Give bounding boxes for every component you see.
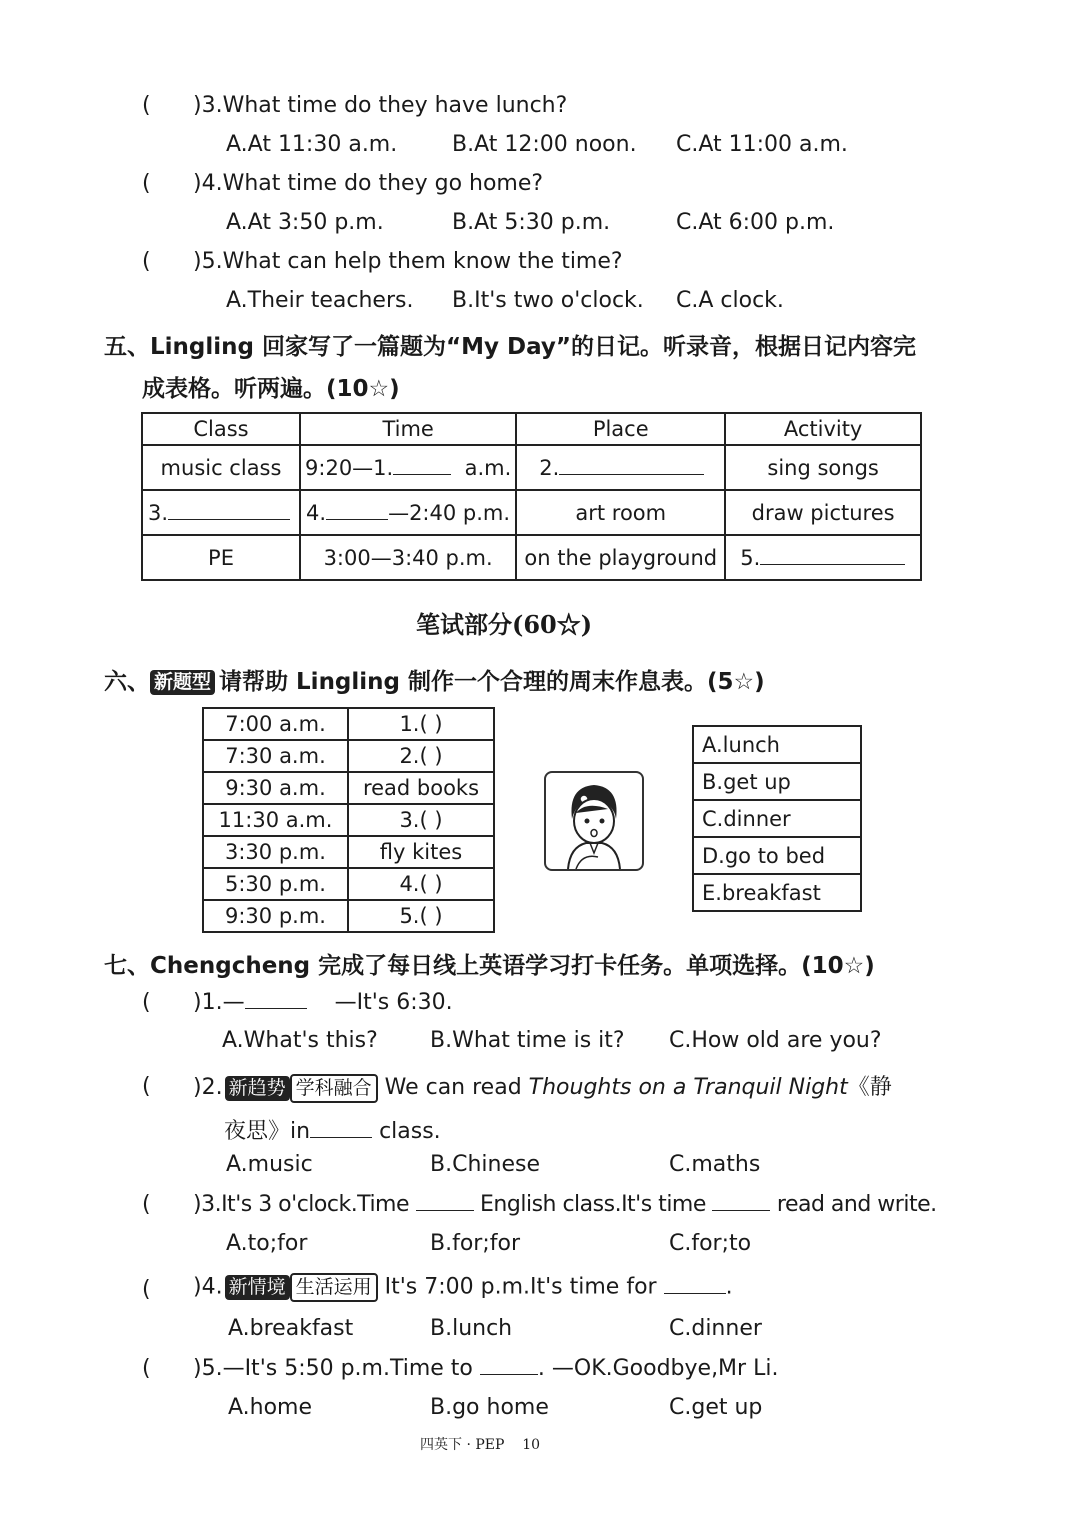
row1-activity: sing songs xyxy=(725,445,921,490)
q7-4-paren: ( xyxy=(142,1277,151,1302)
q4-5-option-a: A.Their teachers. xyxy=(226,288,414,313)
q7-3-option-b: B.for;for xyxy=(430,1231,520,1256)
q7-4-option-b: B.lunch xyxy=(430,1316,513,1341)
q4-4-option-a: A.At 3:50 p.m. xyxy=(226,210,384,235)
q4-3-paren: ( xyxy=(142,93,151,118)
q7-5-stem xyxy=(193,1356,778,1381)
q7-3-blank-2[interactable] xyxy=(712,1210,770,1211)
row3-activity xyxy=(725,535,921,580)
q4-4-option-c: C.At 6:00 p.m. xyxy=(676,210,835,235)
option-item: C.dinner xyxy=(693,800,861,837)
option-item: A.lunch xyxy=(693,726,861,763)
part6-heading xyxy=(104,663,765,696)
q7-2-line2-a: 夜思》in xyxy=(224,1119,311,1144)
q7-1-option-a: A.What's this? xyxy=(222,1028,378,1053)
q7-4-number: )4. xyxy=(193,1274,223,1300)
q7-3-stem xyxy=(193,1192,937,1217)
q7-3-blank-1[interactable] xyxy=(416,1210,474,1211)
part5-heading-line1: 五、Lingling 回家写了一篇题为“My Day”的日记。听录音，根据日记内容完 xyxy=(104,334,917,360)
schedule-item: read books xyxy=(348,772,494,804)
row3-time: 3:00—3:40 p.m. xyxy=(300,535,516,580)
q7-4-blank[interactable] xyxy=(664,1293,726,1294)
q7-5-stem-a: )5.—It's 5:50 p.m.Time to xyxy=(193,1356,473,1381)
q7-2-line2-b: class. xyxy=(379,1119,441,1144)
schedule-time: 9:30 p.m. xyxy=(203,900,348,932)
q7-2-number: )2. xyxy=(193,1075,223,1100)
q7-3-stem-b: English class.It's time xyxy=(480,1192,706,1217)
option-item: B.get up xyxy=(693,763,861,800)
q7-2-stem xyxy=(193,1070,892,1103)
schedule-time: 5:30 p.m. xyxy=(203,868,348,900)
header-time: Time xyxy=(300,413,516,445)
blank-1[interactable] xyxy=(393,474,451,475)
blank-3[interactable] xyxy=(168,519,290,520)
q4-5-paren: ( xyxy=(142,249,151,274)
q7-2-stem-italic: Thoughts on a Tranquil Night xyxy=(528,1075,848,1100)
header-class: Class xyxy=(142,413,300,445)
schedule-item[interactable]: 2.( ) xyxy=(348,740,494,772)
new-type-tag: 新题型 xyxy=(150,670,215,695)
q4-3-option-c: C.At 11:00 a.m. xyxy=(676,132,848,157)
q7-2-line2 xyxy=(224,1114,441,1145)
schedule-time: 3:30 p.m. xyxy=(203,836,348,868)
q7-5-blank[interactable] xyxy=(480,1374,538,1375)
row3-activity-number: 5. xyxy=(740,545,761,570)
blank-5[interactable] xyxy=(760,564,905,565)
q7-2-option-c: C.maths xyxy=(669,1152,761,1177)
girl-icon xyxy=(546,773,642,869)
schedule-item[interactable]: 4.( ) xyxy=(348,868,494,900)
footer-text: 四英下 · PEP xyxy=(420,1437,505,1453)
new-trend-tag: 新趋势 xyxy=(225,1076,290,1101)
schedule-item: fly kites xyxy=(348,836,494,868)
q4-3-option-b: B.At 12:00 noon. xyxy=(452,132,637,157)
schedule-time: 7:30 a.m. xyxy=(203,740,348,772)
blank-2[interactable] xyxy=(559,474,704,475)
diary-table xyxy=(141,412,922,581)
q7-4-option-a: A.breakfast xyxy=(228,1316,354,1341)
page-footer xyxy=(420,1434,540,1454)
subject-fusion-tag: 学科融合 xyxy=(290,1074,378,1103)
q7-4-option-c: C.dinner xyxy=(669,1316,762,1341)
q4-5-stem: )5.What can help them know the time? xyxy=(193,249,623,274)
q7-1-blank[interactable] xyxy=(245,1008,307,1009)
new-context-tag: 新情境 xyxy=(225,1275,290,1300)
q7-1-option-b: B.What time is it? xyxy=(430,1028,625,1053)
q4-3-stem: )3.What time do they have lunch? xyxy=(193,93,568,118)
q7-1-paren: ( xyxy=(142,990,151,1015)
row1-time-end: a.m. xyxy=(464,455,512,480)
q4-5-option-b: B.It's two o'clock. xyxy=(452,288,644,313)
q7-3-stem-a: )3.It's 3 o'clock.Time xyxy=(193,1192,410,1217)
q7-2-option-a: A.music xyxy=(226,1152,313,1177)
written-part-title: 笔试部分(60☆) xyxy=(416,610,593,639)
q4-5-option-c: C.A clock. xyxy=(676,288,784,313)
row1-class: music class xyxy=(142,445,300,490)
row1-place xyxy=(516,445,725,490)
row2-class xyxy=(142,490,300,535)
header-place: Place xyxy=(516,413,725,445)
q7-2-option-b: B.Chinese xyxy=(430,1152,540,1177)
part6-heading-text: 请帮助 Lingling 制作一个合理的周末作息表。(5☆) xyxy=(219,669,765,695)
q7-1-stem-b: —It's 6:30. xyxy=(334,990,453,1015)
part6-prefix: 六、 xyxy=(104,669,150,695)
option-item: E.breakfast xyxy=(693,874,861,911)
q7-5-stem-b: . —OK.Goodbye,Mr Li. xyxy=(537,1356,779,1381)
part5-heading-line2: 成表格。听两遍。(10☆) xyxy=(142,376,400,402)
row1-time-start: 9:20—1. xyxy=(305,455,394,480)
schedule-item[interactable]: 5.( ) xyxy=(348,900,494,932)
row2-time-number: 4. xyxy=(306,500,327,525)
schedule-item[interactable]: 1.( ) xyxy=(348,708,494,740)
q7-2-stem-a: We can read xyxy=(384,1075,522,1100)
q7-1-option-c: C.How old are you? xyxy=(669,1028,882,1053)
q7-1-stem xyxy=(193,990,453,1015)
q4-4-option-b: B.At 5:30 p.m. xyxy=(452,210,611,235)
weekend-schedule-table xyxy=(202,707,495,933)
blank-4[interactable] xyxy=(326,519,388,520)
row2-time xyxy=(300,490,516,535)
q7-3-option-c: C.for;to xyxy=(669,1231,752,1256)
life-application-tag: 生活运用 xyxy=(290,1273,378,1302)
q7-1-stem-a: )1.— xyxy=(193,990,245,1015)
row1-time xyxy=(300,445,516,490)
girl-illustration xyxy=(544,771,644,871)
q7-2-stem-b: 《静 xyxy=(847,1075,892,1100)
q7-5-paren: ( xyxy=(142,1356,151,1381)
q4-4-paren: ( xyxy=(142,171,151,196)
row2-activity: draw pictures xyxy=(725,490,921,535)
q7-5-option-c: C.get up xyxy=(669,1395,763,1420)
q7-5-option-a: A.home xyxy=(228,1395,313,1420)
schedule-time: 11:30 a.m. xyxy=(203,804,348,836)
schedule-time: 7:00 a.m. xyxy=(203,708,348,740)
option-item: D.go to bed xyxy=(693,837,861,874)
row2-time-end: —2:40 p.m. xyxy=(388,500,511,525)
options-table xyxy=(692,725,862,912)
q7-2-blank[interactable] xyxy=(310,1137,372,1138)
row2-place: art room xyxy=(516,490,725,535)
q7-4-stem-a: It's 7:00 p.m.It's time for xyxy=(384,1274,657,1300)
schedule-time: 9:30 a.m. xyxy=(203,772,348,804)
q4-3-option-a: A.At 11:30 a.m. xyxy=(226,132,398,157)
row1-place-number: 2. xyxy=(539,455,560,480)
header-activity: Activity xyxy=(725,413,921,445)
q7-2-paren: ( xyxy=(142,1074,151,1099)
row3-class: PE xyxy=(142,535,300,580)
q7-5-option-b: B.go home xyxy=(430,1395,549,1420)
row3-place: on the playground xyxy=(516,535,725,580)
q7-3-paren: ( xyxy=(142,1192,151,1217)
q7-4-stem-b: . xyxy=(725,1274,733,1300)
q4-4-stem: )4.What time do they go home? xyxy=(193,171,544,196)
page-number: 10 xyxy=(522,1437,541,1453)
q7-4-stem xyxy=(193,1273,733,1302)
part7-heading: 七、Chengcheng 完成了每日线上英语学习打卡任务。单项选择。(10☆) xyxy=(104,953,875,979)
schedule-item[interactable]: 3.( ) xyxy=(348,804,494,836)
row2-class-number: 3. xyxy=(148,500,169,525)
q7-3-option-a: A.to;for xyxy=(226,1231,308,1256)
q7-3-stem-c: read and write. xyxy=(776,1192,937,1217)
